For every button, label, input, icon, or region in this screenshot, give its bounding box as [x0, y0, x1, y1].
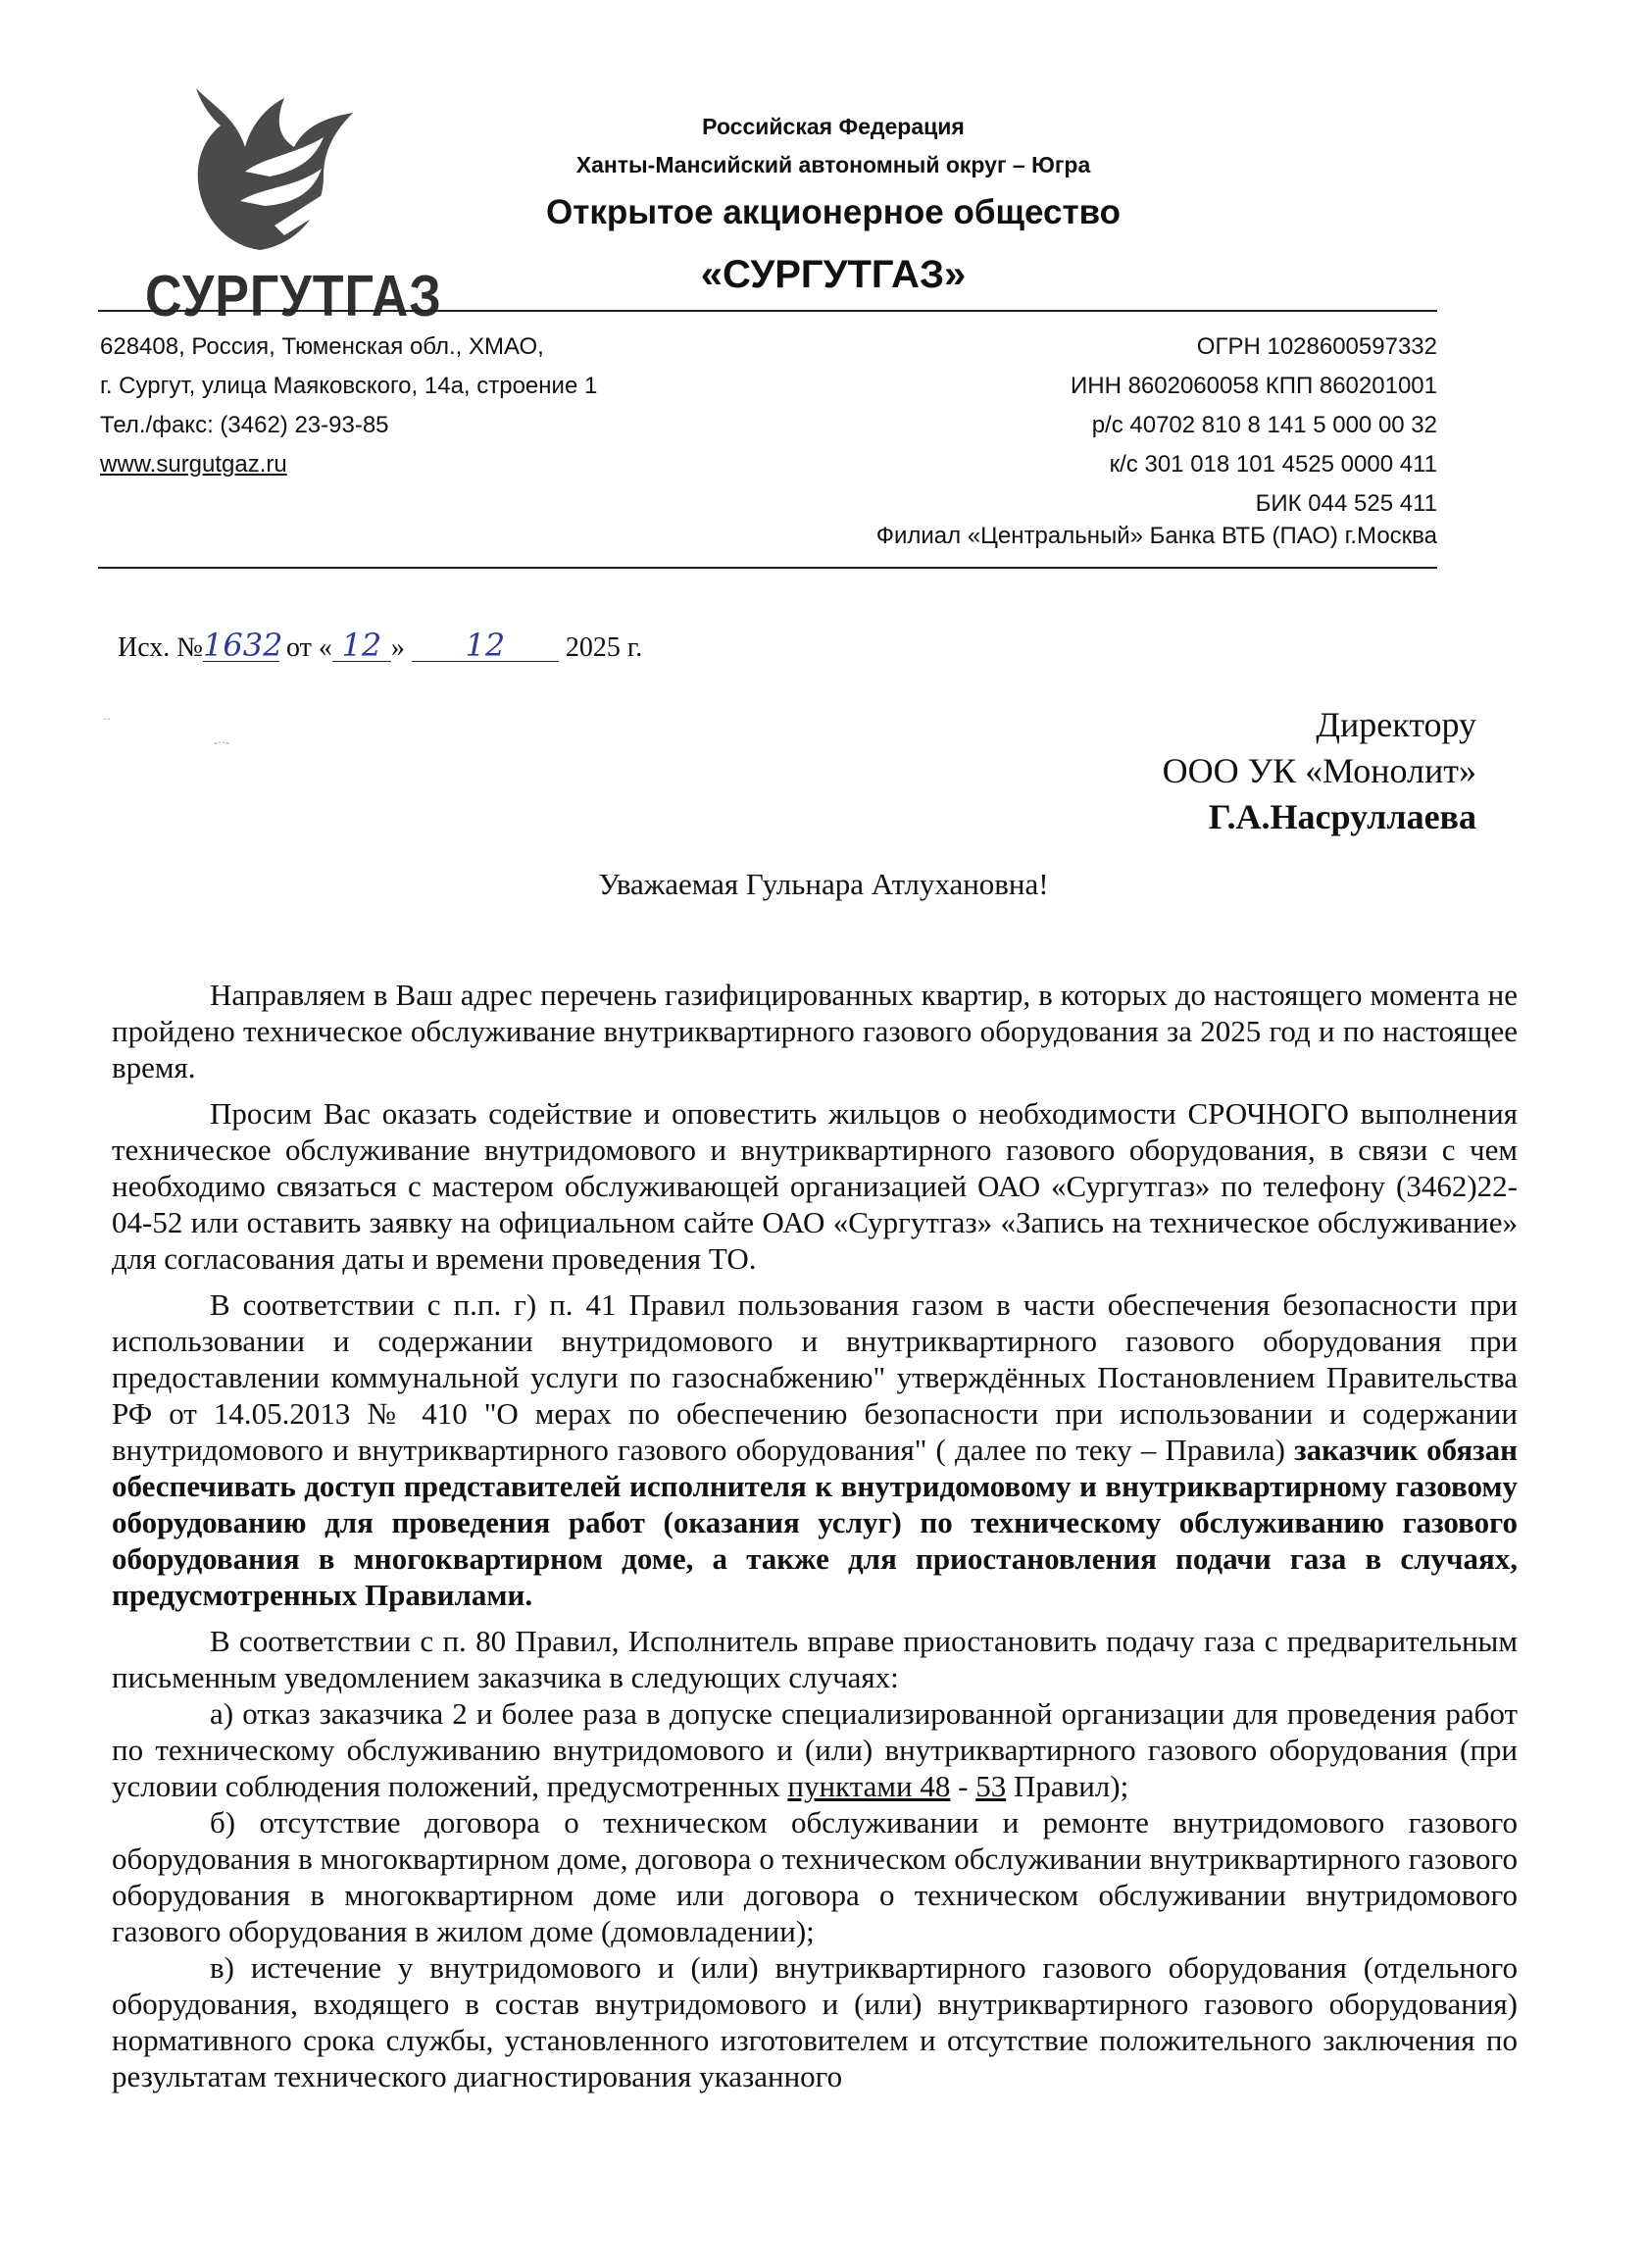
address-line-2: г. Сургут, улица Маяковского, 14а, строение 1 — [100, 373, 598, 399]
header-company-type: Открытое акционерное общество — [545, 193, 1122, 231]
ref-month: 12 — [412, 630, 559, 662]
header-divider-bottom — [98, 567, 1437, 569]
header-region: Ханты-Мансийский автономный округ – Югра — [575, 152, 1091, 177]
addressee-name: Г.А.Насруллаева — [1208, 797, 1476, 836]
paragraph-2: Просим Вас оказать содействие и оповестить жильцов о необходимости СРОЧНОГО выполнения техническое обслуживание внутридомового и внутриквартирного газового оборудования, в связи с чем необходимо связаться с мастером обслуживающей организацией ОАО «Сургутгаз» по телефону (3462)22-04-52 или оставить заявку на официальном сайте ОАО «Сургутгаз» «Запись на техническое обслуживание» для согласования даты и времени проведения ТО. — [112, 1096, 1518, 1276]
item-a — [112, 1695, 1518, 1804]
scan-artifact: -··- — [214, 735, 229, 749]
rules-link-48[interactable]: пунктами 48 — [787, 1769, 951, 1803]
bik: БИК 044 525 411 — [1255, 490, 1437, 517]
paragraph-4: В соответствии с п. 80 Правил, Исполнитель вправе приостановить подачу газа с предварительным письменным уведомлением заказчика в следующих случаях: — [112, 1624, 1518, 1694]
header-divider-top — [98, 310, 1437, 312]
paragraph-3-bold: заказчик обязан обеспечивать доступ представителей исполнителя к внутридомовому и внутриквартирному газовому оборудованию для проведения работ (оказания услуг) по техническому обслуживанию газового оборудования в многоквартирном доме, а также для приостановления подачи газа в случаях, предусмотренных Правилами. — [112, 1433, 1518, 1612]
company-logo — [145, 78, 442, 329]
item-a-end: Правил); — [1006, 1769, 1129, 1803]
company-requisites — [751, 328, 1437, 524]
paragraph-1: Направляем в Ваш адрес перечень газифицированных квартир, в которых до настоящего момента не пройдено техническое обслуживание внутриквартирного газового оборудования за 2025 год и по настоящее время. — [112, 978, 1518, 1084]
inn-kpp: ИНН 8602060058 КПП 860201001 — [1070, 373, 1437, 399]
correspondent-account: к/с 301 018 101 4525 0000 411 — [1109, 451, 1437, 478]
address-line-1: 628408, Россия, Тюменская обл., ХМАО, — [100, 333, 544, 360]
website-link[interactable]: www.surgutgaz.ru — [100, 451, 287, 478]
rules-link-53[interactable]: 53 — [975, 1769, 1007, 1803]
item-a-text: а) отказ заказчика 2 и более раза в допуске специализированной организации для проведения работ по техническому обслуживанию внутридомового и (или) внутриквартирного газового оборудования (при условии соблюдения положений, предусмотренных — [112, 1696, 1518, 1803]
header-company-name: «СУРГУТГАЗ» — [700, 253, 967, 296]
phone-fax: Тел./факс: (3462) 23-93-85 — [100, 412, 389, 438]
logo-wordmark: СУРГУТГАЗ — [145, 264, 442, 329]
addressee-organization: ООО УК «Монолит» — [1162, 751, 1476, 790]
header-country: Российская Федерация — [702, 114, 965, 139]
paragraph-3 — [112, 1286, 1518, 1613]
paragraph-3-text: В соответствии с п.п. г) п. 41 Правил пользования газом в части обеспечения безопасности при использовании и содержании внутридомового и внутриквартирного газового оборудования при предоставлении коммунальной услуги по газоснабжению" утверждённых Постановлением Правительства РФ от 14.05.2013 № 410 "О мерах по обеспечению безопасности при использовании и содержании внутридомового и внутриквартирного газового оборудования" ( далее по теку – Правила) — [112, 1287, 1518, 1467]
item-a-dash: - — [950, 1769, 976, 1803]
ref-from: от « — [286, 632, 332, 663]
scan-artifact: ·· — [103, 712, 111, 726]
ogrn: ОГРН 1028600597332 — [1196, 333, 1437, 360]
item-c: в) истечение у внутридомового и (или) внутриквартирного газового оборудования (отдельного оборудования, входящего в состав внутридомового и (или) внутриквартирного газового оборудования) нормативного срока службы, установленного изготовителем и отсутствие положительного заключения по результатам технического диагностирования указанного — [112, 1950, 1518, 2093]
settlement-account: р/с 40702 810 8 141 5 000 00 32 — [1091, 412, 1437, 438]
ref-quote-close: » — [390, 632, 405, 663]
company-contacts — [100, 328, 727, 484]
greeting: Уважаемая Гульнара Атлухановна! — [598, 867, 1049, 901]
ref-day: 12 — [332, 630, 391, 662]
ref-year: 2025 г. — [565, 632, 643, 663]
letter-body — [112, 977, 1518, 2094]
addressee-position: Директору — [1316, 705, 1476, 744]
ref-prefix: Исх. № — [118, 632, 203, 663]
ref-number: 1632 — [203, 627, 283, 664]
item-b: б) отсутствие договора о техническом обслуживании и ремонте внутридомового газового оборудования в многоквартирном доме, договора о техническом обслуживании внутриквартирного газового оборудования в многоквартирном доме или договора о техническом обслуживании внутридомового газового оборудования в жилом доме (домовладении); — [112, 1805, 1518, 1948]
flame-logo-icon — [176, 78, 373, 265]
outgoing-reference — [118, 627, 643, 664]
bank-branch: Филиал «Центральный» Банка ВТБ (ПАО) г.Москва — [875, 523, 1437, 549]
